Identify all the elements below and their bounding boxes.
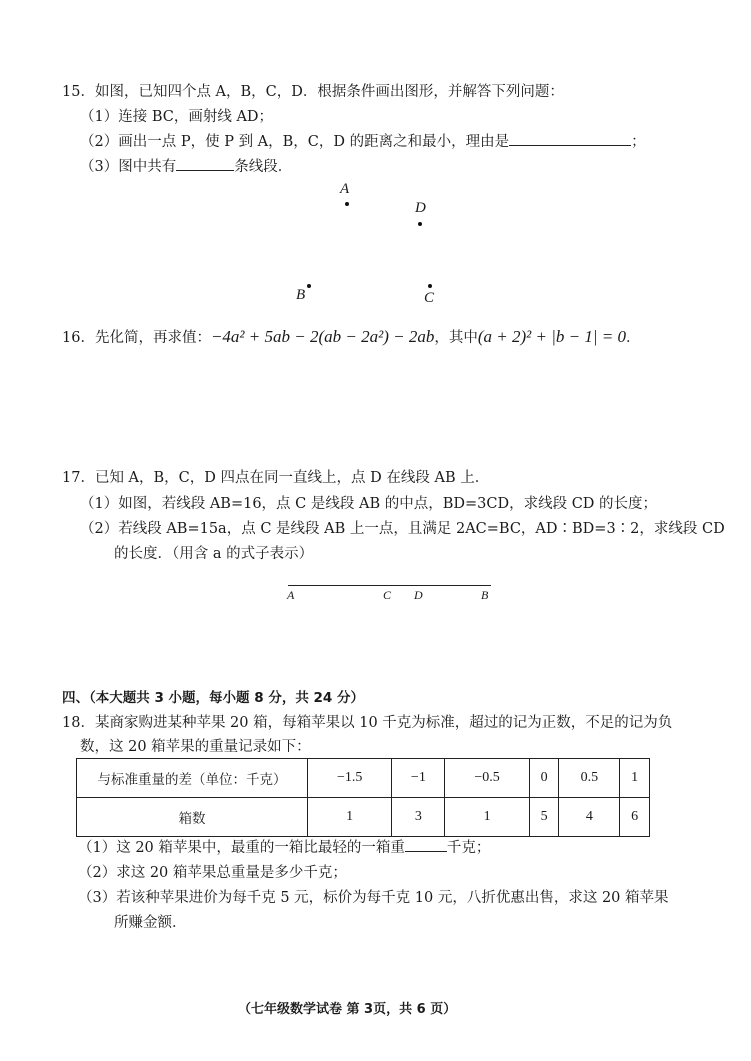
table-header-count: 箱数 bbox=[77, 798, 308, 837]
q17-part1: （1）如图，若线段 AB=16，点 C 是线段 AB 的中点，BD=3CD，求线段 CD 的长度； bbox=[80, 496, 658, 512]
q15-part2-text: （2）画出一点 P，使 P 到 A，B，C，D 的距离之和最小，理由是 bbox=[80, 134, 510, 150]
table-row bbox=[77, 798, 650, 837]
point-a-label: A bbox=[340, 181, 350, 197]
q16-line bbox=[62, 326, 640, 347]
table-cell: 0 bbox=[529, 759, 559, 798]
point-b-label: B bbox=[296, 287, 306, 303]
q16-condition: (a + 2)² + |b − 1| = 0 bbox=[477, 327, 626, 346]
q15-part1: （1）连接 BC，画射线 AD； bbox=[80, 109, 274, 125]
segment-label-a: A bbox=[287, 588, 295, 602]
q18-part1-text-b: 千克； bbox=[446, 840, 491, 856]
section-four-header: 四、（本大题共 3 小题，每小题 8 分，共 24 分） bbox=[62, 690, 365, 706]
q15-count-blank[interactable] bbox=[176, 156, 234, 171]
q16-condition-prefix: ，其中 bbox=[434, 330, 478, 346]
q18-part3-line2: 所赚金额． bbox=[114, 915, 187, 931]
table-row bbox=[77, 759, 650, 798]
point-d-dot bbox=[418, 222, 422, 226]
q18-part1 bbox=[78, 836, 490, 857]
table-cell: 0.5 bbox=[559, 759, 620, 798]
point-a-dot bbox=[345, 202, 349, 206]
q18-part3-line1: （3）若该种苹果进价为每千克 5 元，标价为每千克 10 元，八折优惠出售，求这 20 箱苹果 bbox=[78, 890, 669, 906]
segment-label-d: D bbox=[414, 588, 423, 602]
table-cell: 1 bbox=[445, 798, 529, 837]
segment-label-b: B bbox=[481, 588, 489, 602]
q17-part2-line1: （2）若线段 AB=15a，点 C 是线段 AB 上一点，且满足 2AC=BC，AD∶BD=3∶2，求线段 CD bbox=[80, 521, 725, 537]
q18-part1-text-a: （1）这 20 箱苹果中，最重的一箱比最轻的一箱重 bbox=[78, 840, 405, 856]
table-cell: 3 bbox=[392, 798, 445, 837]
q17-stem: 17．已知 A，B，C，D 四点在同一直线上，点 D 在线段 AB 上． bbox=[62, 470, 490, 486]
q18-diff-blank[interactable] bbox=[405, 837, 447, 852]
table-header-diff: 与标准重量的差（单位：千克） bbox=[77, 759, 308, 798]
table-cell: 6 bbox=[620, 798, 650, 837]
point-d-label: D bbox=[415, 200, 426, 216]
page-footer: （七年级数学试卷 第 3页，共 6 页） bbox=[238, 1002, 457, 1017]
q18-stem-line1: 18．某商家购进某种苹果 20 箱，每箱苹果以 10 千克为标准，超过的记为正数，不足的记为负 bbox=[62, 715, 673, 731]
table-cell: −1 bbox=[392, 759, 445, 798]
q18-stem-line2: 数，这 20 箱苹果的重量记录如下： bbox=[80, 739, 311, 755]
point-b-dot bbox=[307, 284, 311, 288]
point-c-dot bbox=[428, 284, 432, 288]
q16-end: ． bbox=[625, 330, 641, 346]
table-cell: 1 bbox=[620, 759, 650, 798]
q15-part3-text-a: （3）图中共有 bbox=[80, 159, 177, 175]
q17-part2-line2: 的长度．（用含 a 的式子表示） bbox=[114, 546, 314, 562]
table-cell: 5 bbox=[529, 798, 559, 837]
point-c-label: C bbox=[424, 290, 435, 306]
table-cell: −0.5 bbox=[445, 759, 529, 798]
q15-stem: 15．如图，已知四个点 A，B，C，D．根据条件画出图形，并解答下列问题： bbox=[62, 84, 564, 100]
q16-expression: −4a² + 5ab − 2(ab − 2a²) − 2ab bbox=[210, 327, 435, 346]
apple-weight-table bbox=[76, 758, 650, 837]
q15-part3 bbox=[80, 155, 292, 176]
q15-part3-text-b: 条线段． bbox=[234, 159, 293, 175]
table-cell: 4 bbox=[559, 798, 620, 837]
table-cell: 1 bbox=[308, 798, 392, 837]
q15-part2-end: ； bbox=[631, 134, 646, 150]
q18-part2: （2）求这 20 箱苹果总重量是多少千克； bbox=[78, 865, 347, 881]
q15-part2 bbox=[80, 130, 646, 151]
q16-stem: 16．先化简，再求值： bbox=[62, 330, 211, 346]
q15-reason-blank[interactable] bbox=[509, 131, 631, 146]
table-cell: −1.5 bbox=[308, 759, 392, 798]
segment-label-c: C bbox=[383, 588, 392, 602]
segment-ab-line bbox=[288, 585, 491, 586]
